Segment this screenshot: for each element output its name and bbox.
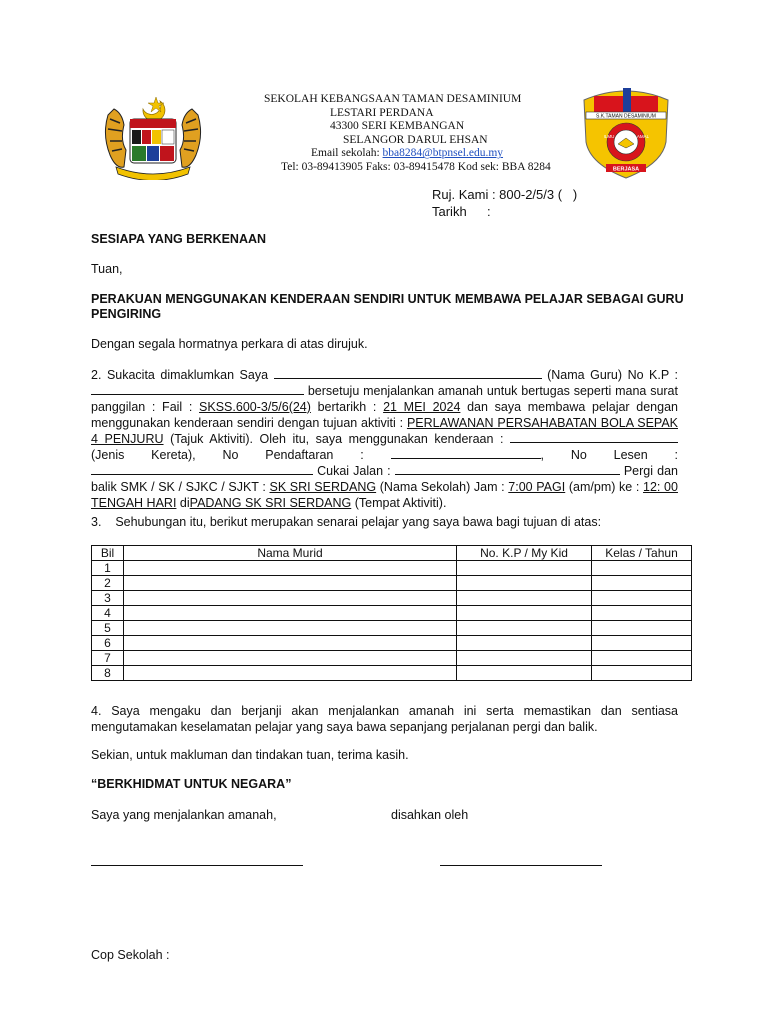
row-number: 7 xyxy=(92,651,124,666)
student-name-cell[interactable] xyxy=(124,576,457,591)
table-row xyxy=(92,651,692,666)
table-row xyxy=(92,576,692,591)
recipient: SESIAPA YANG BERKENAAN xyxy=(91,232,267,246)
table-row xyxy=(92,636,692,651)
p2-text-1: 2. Sukacita dimaklumkan Saya xyxy=(91,368,269,382)
opening-line: Dengan segala hormatnya perkara di atas dirujuk. xyxy=(91,337,368,351)
student-class-cell[interactable] xyxy=(592,666,692,681)
student-ic-cell[interactable] xyxy=(457,651,592,666)
school-letterhead xyxy=(200,93,580,175)
letter-subject: PERAKUAN MENGGUNAKAN KENDERAAN SENDIRI UNTUK MEMBAWA PELAJAR SEBAGAI GURU PENGIRING xyxy=(91,292,684,321)
signature-left-label: Saya yang menjalankan amanah, xyxy=(91,808,277,822)
row-number: 2 xyxy=(92,576,124,591)
table-row xyxy=(92,606,692,621)
activity-title: PERLAWANAN PERSAHABATAN BOLA SEPAK 4 PENJURU xyxy=(91,416,678,446)
p2-text-11: (Nama Sekolah) Jam : xyxy=(379,480,505,494)
student-name-cell[interactable] xyxy=(124,561,457,576)
ic-number-blank[interactable] xyxy=(91,383,304,395)
salutation: Tuan, xyxy=(91,262,123,276)
student-class-cell[interactable] xyxy=(592,561,692,576)
student-ic-cell[interactable] xyxy=(457,621,592,636)
table-row xyxy=(92,621,692,636)
student-ic-cell[interactable] xyxy=(457,591,592,606)
student-ic-cell[interactable] xyxy=(457,576,592,591)
closing-line: Sekian, untuk makluman dan tindakan tuan, terima kasih. xyxy=(91,748,409,762)
school-destination: SK SRI SERDANG xyxy=(269,480,377,494)
motto: “BERKHIDMAT UNTUK NEGARA” xyxy=(91,777,292,791)
signature-right-label: disahkan oleh xyxy=(391,808,469,822)
row-number: 1 xyxy=(92,561,124,576)
row-number: 4 xyxy=(92,606,124,621)
p2-text-5: dan saya membawa pelajar dengan menggunakan kenderaan sendiri dengan tujuan aktiviti : xyxy=(91,400,678,430)
crest-ribbon-text: BERJASA xyxy=(612,166,640,173)
p2-text-14: (Tempat Aktiviti). xyxy=(354,496,447,510)
student-class-cell[interactable] xyxy=(592,576,692,591)
p2-text-4: bertarikh : xyxy=(317,400,377,414)
date-colon: : xyxy=(487,204,491,219)
table-header-row xyxy=(92,546,692,561)
p2-text-12: (am/pm) ke : xyxy=(568,480,640,494)
car-type-blank[interactable] xyxy=(510,431,678,443)
col-no-kp: No. K.P / My Kid xyxy=(457,546,592,561)
crest-left-ring-text: ILMU xyxy=(603,134,615,139)
p2-text-3: bersetuju menjalankan amanah untuk bertugas seperti mana surat panggilan : Fail : xyxy=(91,384,678,414)
row-number: 5 xyxy=(92,621,124,636)
student-class-cell[interactable] xyxy=(592,591,692,606)
student-ic-cell[interactable] xyxy=(457,606,592,621)
registration-no-blank[interactable] xyxy=(391,447,541,459)
student-class-cell[interactable] xyxy=(592,636,692,651)
school-stamp-label: Cop Sekolah : xyxy=(91,948,170,962)
letter-date: 21 MEI 2024 xyxy=(383,400,461,414)
row-number: 8 xyxy=(92,666,124,681)
school-area: LESTARI PERDANA xyxy=(330,106,434,119)
paragraph-2 xyxy=(91,367,678,511)
paragraph-4: 4. Saya mengaku dan berjanji akan menjalankan amanah ini serta memastikan dan sentiasa mengutamakan keselamatan pelajar yang saya bawa sepanjang perjalanan pergi dan balik. xyxy=(91,704,678,734)
school-email-link[interactable]: bba8284@btpnsel.edu.my xyxy=(382,147,504,160)
reference-number: Ruj. Kami : 800-2/5/3 ( ) xyxy=(432,187,578,202)
student-class-cell[interactable] xyxy=(592,621,692,636)
p2-text-9: Cukai Jalan : xyxy=(317,464,391,478)
row-number: 6 xyxy=(92,636,124,651)
student-class-cell[interactable] xyxy=(592,606,692,621)
col-nama-murid: Nama Murid xyxy=(124,546,457,561)
school-email-line xyxy=(311,147,580,161)
crest-right-ring-text: AMAL xyxy=(636,134,650,139)
row-number: 3 xyxy=(92,591,124,606)
p2-text-13: di xyxy=(179,496,190,510)
p2-text-6: (Tajuk Aktiviti). Oleh itu, saya menggunakan kenderaan : xyxy=(170,432,504,446)
coat-of-arms-logo xyxy=(98,95,208,180)
student-name-cell[interactable] xyxy=(124,636,457,651)
p2-text-2: (Nama Guru) No K.P : xyxy=(547,368,678,382)
depart-time: 7:00 PAGI xyxy=(508,480,566,494)
student-table xyxy=(91,545,692,681)
signature-left-line[interactable] xyxy=(91,865,303,866)
table-row xyxy=(92,666,692,681)
date-label: Tarikh xyxy=(432,204,467,219)
student-ic-cell[interactable] xyxy=(457,666,592,681)
table-row xyxy=(92,591,692,606)
col-kelas-tahun: Kelas / Tahun xyxy=(592,546,692,561)
p2-text-10: Pergi dan balik SMK / SK / SJKC / SJKT : xyxy=(91,464,678,494)
file-number: SKSS.600-3/5/6(24) xyxy=(199,400,311,414)
student-name-cell[interactable] xyxy=(124,621,457,636)
student-name-cell[interactable] xyxy=(124,591,457,606)
student-name-cell[interactable] xyxy=(124,666,457,681)
paragraph-3: 3. Sehubungan itu, berikut merupakan senarai pelajar yang saya bawa bagi tujuan di atas: xyxy=(91,515,602,529)
student-name-cell[interactable] xyxy=(124,606,457,621)
teacher-name-blank[interactable] xyxy=(274,367,542,379)
road-tax-blank[interactable] xyxy=(395,463,620,475)
student-ic-cell[interactable] xyxy=(457,561,592,576)
school-name: SEKOLAH KEBANGSAAN TAMAN DESAMINIUM xyxy=(264,93,522,105)
p2-text-7: (Jenis Kereta), No Pendaftaran : xyxy=(91,448,364,462)
email-label: Email sekolah: xyxy=(311,147,380,160)
student-ic-cell[interactable] xyxy=(457,636,592,651)
license-no-blank[interactable] xyxy=(91,463,313,475)
signature-right-line[interactable] xyxy=(440,865,602,866)
table-row xyxy=(92,561,692,576)
student-class-cell[interactable] xyxy=(592,651,692,666)
school-state: SELANGOR DARUL EHSAN xyxy=(343,133,488,146)
return-time: 12: 00 TENGAH HARI xyxy=(91,480,678,510)
activity-venue: PADANG SK SRI SERDANG xyxy=(189,496,352,510)
school-crest-logo xyxy=(578,82,674,182)
p2-text-8: , No Lesen : xyxy=(540,448,678,462)
school-contact-line: Tel: 03-89413905 Faks: 03-89415478 Kod sek: BBA 8284 xyxy=(281,160,551,173)
student-name-cell[interactable] xyxy=(124,651,457,666)
school-postcode: 43300 SERI KEMBANGAN xyxy=(330,120,465,133)
col-bil: Bil xyxy=(92,546,124,561)
crest-banner-text: S.K.TAMAN DESAMINIUM xyxy=(596,113,656,120)
